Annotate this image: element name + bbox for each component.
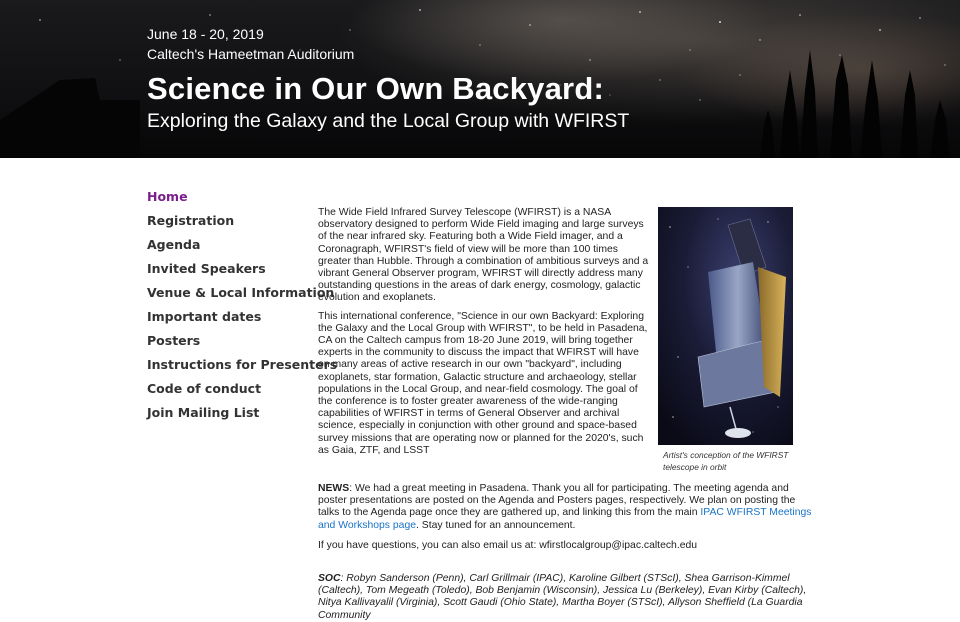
news-text: : We had a great meeting in Pasadena. Thank you all for participating. The meeting agenda and poster presentations are posted on the Agenda and Posters pages, respectively. We plan on posting the talks to the Agenda page once they are gathered up, and linking this from the main: [318, 483, 796, 519]
nav-item-important-dates[interactable]: Important dates: [147, 309, 262, 324]
intro-section: [318, 207, 652, 457]
soc-section: [318, 573, 818, 622]
intro-paragraph: This international conference, "Science in our own Backyard: Exploring the Galaxy and the Local Group with WFIRST", to be held in Pasadena, CA on the Caltech campus from 18-20 June 2019, will bring together experts in the community to discuss the impact that WFIRST will have on many areas of active research in our own "backyard", including exoplanets, star formation, Galactic structure and archaeology, stellar populations in the Local Group, and near-field cosmology. The goal of the conference is to foster greater awareness of the wide-ranging capabilities of WFIRST in terms of General Observer and archival science, especially in conjunction with other ground and space-based survey missions that are operating now or planned for the 2020's, such as Gaia, ZTF, and LSST: [318, 310, 648, 456]
page-title: Science in Our Own Backyard:: [147, 71, 604, 106]
soc-label: SOC: [318, 573, 341, 584]
contact-paragraph: If you have questions, you can also email us at: wfirstlocalgroup@ipac.caltech.edu: [318, 539, 698, 551]
nav-item-registration[interactable]: Registration: [147, 213, 235, 228]
header-banner: [0, 0, 960, 158]
nav-item-instructions[interactable]: Instructions for Presenters: [147, 357, 338, 372]
telescope-figure: [658, 207, 793, 473]
telescope-image: [658, 207, 793, 445]
ipac-meetings-link[interactable]: IPAC WFIRST Meetings and Workshops page: [318, 507, 812, 531]
nav-item-mailing-list[interactable]: Join Mailing List: [147, 405, 260, 420]
news-label: NEWS: [318, 483, 350, 494]
main-content: [318, 207, 818, 621]
news-section: [318, 483, 818, 560]
nav-item-code-of-conduct[interactable]: Code of conduct: [147, 381, 262, 396]
figure-caption: Artist's conception of the WFIRST telescope in orbit: [663, 450, 789, 472]
nav-item-invited-speakers[interactable]: Invited Speakers: [147, 261, 266, 276]
nav-item-venue[interactable]: Venue & Local Information: [147, 285, 335, 300]
intro-paragraph: The Wide Field Infrared Survey Telescope (WFIRST) is a NASA observatory designed to perform Wide Field imaging and large surveys of the near infrared sky. Featuring both a Wide Field imager, and a Coronagraph, WFIRST's field of view will be more than 100 times greater than Hubble. Through a combination of ambitious surveys and a vibrant General Observer program, WFIRST will directly address many outstanding questions in the areas of dark energy, cosmology, galactic evolution and exoplanets.: [318, 207, 649, 304]
soc-members: : Robyn Sanderson (Penn), Carl Grillmair (IPAC), Karoline Gilbert (STScI), Shea Garrison-Kimmel (Caltech), Tom Megeath (Toledo), Bob Benjamin (Wisconsin), Jessica Lu (Berkeley), Evan Kirby (Caltech), Nitya Kallivayalil (Virginia), Scott Gaudi (Ohio State), Martha Boyer (STScI), Allyson Sheffield (La Guardia Community: [318, 573, 807, 621]
event-date: June 18 - 20, 2019: [147, 26, 264, 42]
news-paragraph: [318, 483, 818, 532]
page-subtitle: Exploring the Galaxy and the Local Group with WFIRST: [147, 110, 630, 132]
nav-item-posters[interactable]: Posters: [147, 333, 201, 348]
sidebar-nav: [147, 185, 338, 425]
news-tail: . Stay tuned for an announcement.: [416, 519, 576, 531]
nav-item-home[interactable]: Home: [147, 189, 188, 204]
nav-item-agenda[interactable]: Agenda: [147, 237, 201, 252]
event-venue: Caltech's Hameetman Auditorium: [147, 46, 355, 62]
